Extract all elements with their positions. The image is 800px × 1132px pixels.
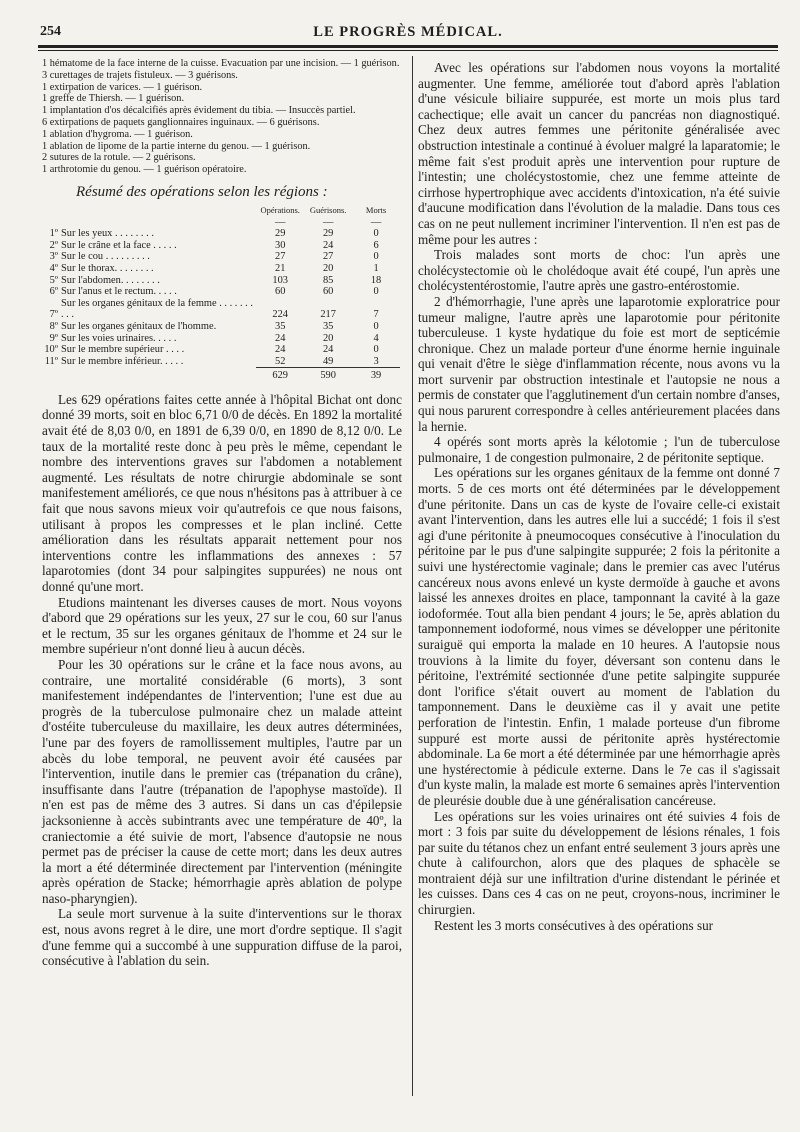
paragraph: La seule mort survenue à la suite d'interventions sur le thorax est, nous avons regret à le dire, une mort d'ordre septique. Il s'agit d'une femme qui a succombé à une suppuration diffuse de la paroi, consécutive à l'ablation du sein. <box>42 906 402 969</box>
paragraph: Etudions maintenant les diverses causes de mort. Nous voyons d'abord que 29 opérations sur les yeux, 27 sur le cou, 60 sur l'anus et le rectum, 35 sur les organes génitaux de l'homme et 24 sur le membre supérieur n'ont donné lieu à aucun décès. <box>42 594 402 657</box>
table-row: 10º Sur le membre supérieur . . . . 24 24 0 <box>44 344 379 356</box>
running-title: LE PROGRÈS MÉDICAL. <box>313 24 503 40</box>
case-list-item: 3 curettages de trajets fistuleux. — 3 guérisons. <box>42 69 238 81</box>
table-row: 9º Sur les voies urinaires. . . . . 24 20 4 <box>49 332 379 344</box>
paragraph: Les opérations sur les organes génitaux de la femme ont donné 7 morts. 5 de ces morts ont été déterminées par le développement d'une péritonite. Dans un cas de kyste de l'ovaire celle-ci existait avant l'intervention, dans les autres elle lui a succédé; 1 fois il s'est agi d'une péritonite à pneumocoques consécutive à l'inoculation du péritoine par le pus d'une salpingite suppurée; 2 fois la péritonite a suivi une hystérectomie vaginale; dans le premier cas avec l'utérus cancéreux nous avons enlevé un kyste dermoïde à gauche et avons laissé les annexes droites en place, tamponnant la cavité à la gaze iodoformée. Tout alla bien pendant 4 jours; le 5e, après ablation du tamponnement iodoformé, nous vimes se développer une péritonite suraiguë qui emporta la malade en 10 heures. A l'autopsie nous trouvions à la limite du foyer, déversant son contenu dans le péritoine, l'extrémité sectionnée d'une petite salpingite suppurée dont l'orifice s'était ouvert au moment de l'ablation du tamponnement. Dans le deuxième cas il y avait une petite perforation de l'intestin. Enfin, 1 malade porteuse d'un fibrome suppuré est morte aussi de péritonite après hystérectomie abdominale. La 6e mort a été déterminée par une hémorrhagie après une hystérectomie à pédicule externe. Dans le 7e cas il s'agissait d'un kyste malin, la malade est morte 6 semaines après l'intervention de pleurésie double due à une généralisation cancéreuse. <box>418 465 780 808</box>
table-row: 3º Sur le cou . . . . . . . . . 27 27 0 <box>49 251 379 263</box>
table-total-row <box>42 368 400 382</box>
case-list-item: 1 arthrotomie du genou. — 1 guérison opératoire. <box>42 164 247 176</box>
paragraph: Trois malades sont morts de choc: l'un après une cholécystectomie où le cholédoque avait été coupé, l'un après une cholécystentérostomie, l'autre après une gastro-entérostomie. <box>418 247 780 294</box>
table-row: 7º Sur les organes génitaux de la femme . . . . . . . . . . 224 217 7 <box>49 297 379 321</box>
paragraph: Les opérations sur les voies urinaires ont été suivies 4 fois de mort : 3 fois par suite du développement de lésions rénales, 1 fois par suite du tétanos chez un enfant entré seulement 3 jours après une chute à califourchon, alors que des plaques de sphacèle se montraient déjà sur une infiltration d'urine distendant le périnée et les cuisses. Dans ces 4 cas on ne peut, croyons-nous, incriminer le chirurgien. <box>418 808 780 918</box>
paragraph: Les 629 opérations faites cette année à l'hôpital Bichat ont donc donné 39 morts, soit en bloc 6,71 0/0 de décès. En 1892 la mortalité avait été de 8,03 0/0, en 1891 de 6,39 0/0, en 1890 de 8,12 0/0. Le taux de la mortalité reste donc à peu près le même, cependant le nombre des interventions graves sur l'abdomen a notablement augmenté. Les résultats de notre chirurgie abdominale se sont manifestement améliorés, ce que nous n'hésitons pas à attribuer à ce fait que nous savons mieux voir qu'autrefois ce que nous faisons, utilisant à propos les compresses et le plan incliné. Cette amélioration dans les résultats apparait nettement pour nos interventions contre les inflammations des annexes : 57 laparotomies (dont 34 pour salpingites suppurées) ne nous ont donné qu'une mort. <box>42 391 402 594</box>
paragraph: 2 d'hémorrhagie, l'une après une laparotomie exploratrice pour tumeur maligne, l'autre après une laparotomie pour péritonite tuberculeuse. 1 kyste hydatique du foie est mort de septicémie chronique. Chez un malade porteur d'une énorme hernie inguinale qui venait d'être le siège d'inflammation récente, nous avons vu la mort survenir par obstruction intestinale et l'autopsie ne nous a permis de constater que l'agglutinement d'un certain nombre d'anses, qui nous parurent correspondre à celles antérieurement placées dans la hernie. <box>418 293 780 434</box>
left-column <box>42 58 402 969</box>
paragraph: 4 opérés sont morts après la kélotomie ; l'un de tuberculose pulmonaire, 1 de congestion pulmonaire, 2 de péritonite septique. <box>418 434 780 465</box>
total-operations: 629 <box>256 368 304 382</box>
column-divider <box>412 56 413 1096</box>
paragraph: Pour les 30 opérations sur le crâne et la face nous avons, au contraire, une mortalité considérable (6 morts), 3 sont manifestement indépendantes de l'intervention; l'une est due au progrès de la tuberculose pulmonaire chez un malade atteint d'ostéite tuberculeuse du maxillaire, les deux autres déterminées, l'une par des foyers de ramollissement multiples, l'autre par un abcès du lobe temporal, ne peuvent avoir été causées par l'intervention, inutile dans le premier cas (trépanation du crâne), insuffisante dans l'autre (trépanation de l'apophyse mastoïde). Il n'en est pas de même des 3 autres. Si dans un cas d'épilepsie jacksonienne à accès subintrants avec une température de 40º, la craniectomie a été suivie de mort, l'absence d'autopsie ne nous permet pas de préciser la cause de cette mort; dans les deux autres la mort a été déterminée directement par l'intervention (méningite après opération de Stacke; hémorrhagie après ablation de polype naso-pharyngien). <box>42 656 402 906</box>
total-morts: 39 <box>352 368 400 382</box>
case-list-item: 1 ablation de lipome de la partie interne du genou. — 1 guérison. <box>42 140 311 152</box>
table-row: 1º Sur les yeux . . . . . . . . 29 29 0 <box>49 228 379 240</box>
right-column <box>418 60 780 933</box>
resume-title: Résumé des opérations selon les régions : <box>76 183 328 200</box>
table-row: 8º Sur les organes génitaux de l'homme. 35 35 0 <box>49 320 379 332</box>
header-operations: Opérations. <box>260 204 300 215</box>
case-list-item: 6 extirpations de paquets ganglionnaires inguinaux. — 6 guérisons. <box>42 116 320 128</box>
case-list-item: 1 ablation d'hygroma. — 1 guérison. <box>42 128 193 140</box>
paragraph: Restent les 3 morts consécutives à des opérations sur <box>434 917 714 933</box>
table-row: 6º Sur l'anus et le rectum. . . . . 60 60 0 <box>49 286 379 298</box>
case-list-item: 1 greffe de Thiersh. — 1 guérison. <box>42 93 185 105</box>
case-list-item: 1 hématome de la face interne de la cuisse. Evacuation par une incision. — 1 guérison. <box>42 58 400 69</box>
table-header-row <box>42 205 400 217</box>
page-header <box>38 22 778 42</box>
case-list-item: 1 extirpation de varices. — 1 guérison. <box>42 81 203 93</box>
left-body-text <box>42 392 402 969</box>
table-row: 5º Sur l'abdomen. . . . . . . . 103 85 18 <box>49 274 382 286</box>
header-rule-thick <box>38 45 778 48</box>
total-guerisons: 590 <box>304 368 352 382</box>
paragraph: Avec les opérations sur l'abdomen nous voyons la mortalité augmenter. Une femme, améliorée tout d'abord après l'ablation d'une vésicule biliaire suppurée, est morte un mois plus tard cachectique; elle avait un cancer du pancréas non diagnostiqué. Chez deux autres femmes une péritonite généralisée avec obstruction intestinale a continué à évoluer malgré la laparatomie; le même fait s'est produit après une intervention pour rupture de l'intestin; une cholécystostomie, chez une femme atteinte de cirrhose hypertrophique avec accidents d'intoxication, n'a été suivie d'aucune modification dans l'évolution de la maladie. Dans tous ces cas on ne peut nullement incriminer l'intervention. Il n'en est pas de même pour les autres : <box>418 60 780 247</box>
header-guerisons: Guérisons. <box>309 204 347 215</box>
case-list-item: 1 implantation d'os décalcifiés après évidement du tibia. — Insuccès partiel. <box>42 105 356 117</box>
table-row: 2º Sur le crâne et la face . . . . . 30 24 6 <box>49 239 379 251</box>
header-rule-thin <box>38 50 778 51</box>
case-list <box>42 58 402 176</box>
page-number: 254 <box>40 24 61 39</box>
table-row: 4º Sur le thorax. . . . . . . . 21 20 1 <box>49 262 379 274</box>
table-row: 11º Sur le membre inférieur. . . . . 52 49 3 <box>44 355 379 368</box>
header-morts: Morts <box>365 204 387 215</box>
operations-table: Opérations. Guérisons. Morts — — — 1º Sur les yeux . . . . . . . . 29 29 0 2º Sur le crâne et la face . . . . . 30 24 6 3º Sur le cou . . . . . . . . . 27 27 0 4º Sur le thorax. . . . . . . . 21 20 1 5º Sur l'abdomen. . . . . . . . 103 85 18 6º Sur l'anus et le rectum. . . . . 60 60 0 7º Sur les organes génitaux de la femme . . . . . . . . . . 224 217 7 8º Sur les organes génitaux de l'homme. 35 35 0 9º Sur les voies urinaires. . . . . 24 20 4 10º Sur le membre supérieur . . . . 24 24 0 11º Sur le membre inférieur. . . . . 52 49 3 629 590 39 <box>42 205 400 382</box>
case-list-item: 2 sutures de la rotule. — 2 guérisons. <box>42 152 196 164</box>
